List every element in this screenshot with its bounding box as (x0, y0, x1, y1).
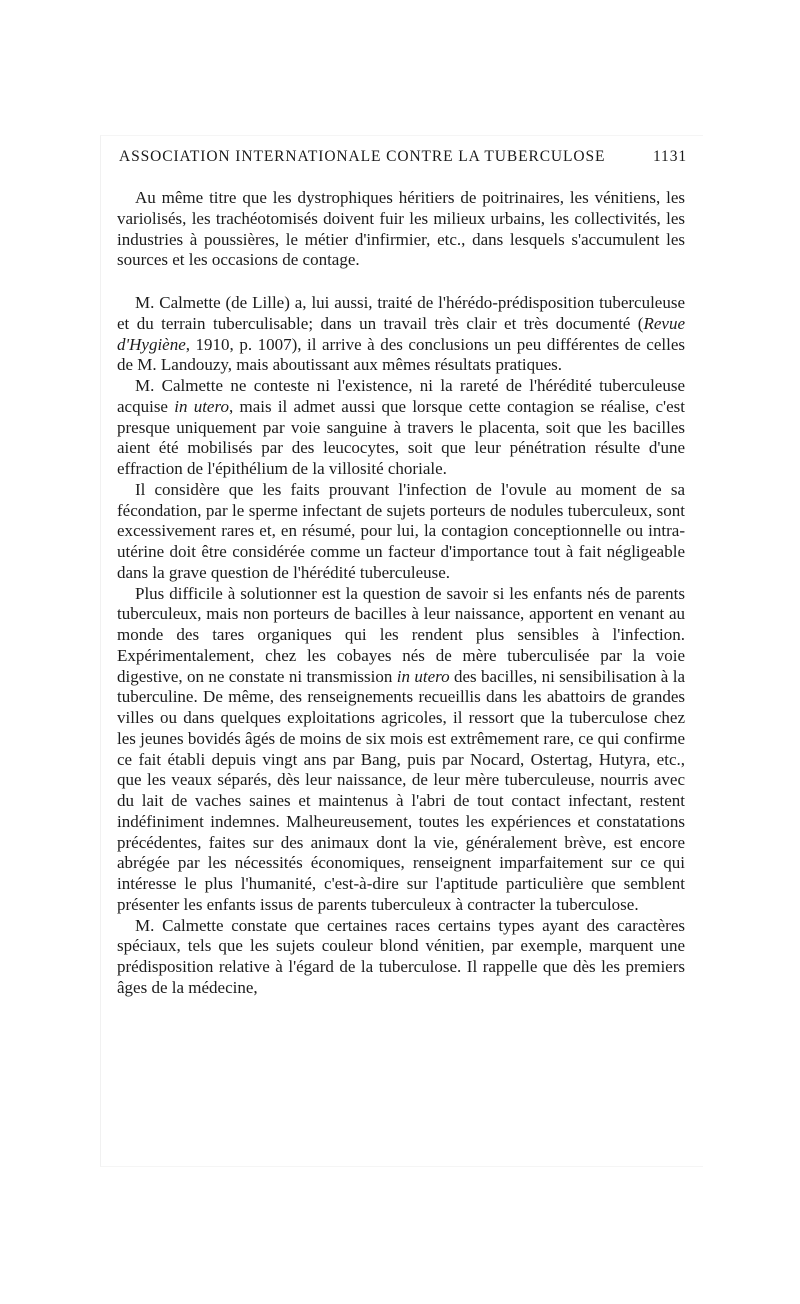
paragraph: Il considère que les faits prouvant l'infection de l'ovule au moment de sa fécondation, par le sperme infectant de sujets porteurs de nodules tuberculeux, sont excessivement rares et, en résumé, pour lui, la contagion conceptionnelle ou intra-utérine doit être considérée comme un facteur d'importance tout à fait négligeable dans la grave question de l'hérédité tuberculeuse. (117, 479, 685, 582)
italic-term: in utero (174, 396, 229, 416)
citation-title: Revue d'Hygiène (117, 313, 685, 354)
book-page (100, 135, 703, 1167)
paragraph: M. Calmette ne conteste ni l'existence, ni la rareté de l'hérédité tuberculeuse acquise in utero, mais il admet aussi que lorsque cette contagion se réalise, c'est presque uniquement par voie sanguine à travers le placenta, soit que les bacilles aient été mobilisés par des leucocytes, soit que leur pénétration résulte d'une effraction de l'épithélium de la villosité choriale. (117, 376, 685, 478)
paragraph: Au même titre que les dystrophiques héritiers de poitrinaires, les vénitiens, les variolisés, les trachéotomisés doivent fuir les milieux urbains, les collectivités, les industries à poussières, le métier d'infirmier, etc., dans lesquels s'accumulent les sources et les occasions de contage. (117, 188, 685, 270)
paragraph: M. Calmette (de Lille) a, lui aussi, traité de l'hérédo-prédisposition tuberculeuse et du terrain tuberculisable; dans un travail très clair et très documenté (Revue d'Hygiène, 1910, p. 1007), il arrive à des conclusions un peu différentes de celles de M. Landouzy, mais aboutissant aux mêmes résultats pratiques. (117, 293, 685, 375)
body-text (117, 188, 685, 999)
paragraph: Plus difficile à solutionner est la question de savoir si les enfants nés de parents tuberculeux, mais non porteurs de bacilles à leur naissance, apportent en venant au monde des tares organiques qui les rendent plus sensibles à l'infection. Expérimentalement, chez les cobayes nés de mère tuberculisée par la voie digestive, on ne constate ni transmission in utero des bacilles, ni sensibilisation à la tuberculine. De même, des renseignements recueillis dans les abattoirs de grandes villes ou dans quelques exploitations agricoles, il ressort que la tuberculose chez les jeunes bovidés âgés de moins de six mois est extrêmement rare, ce qui confirme ce fait établi depuis vingt ans par Bang, puis par Nocard, Ostertag, Hutyra, etc., que les veaux séparés, dès leur naissance, de leur mère tuberculeuse, nourris avec du lait de vaches saines et maintenus à l'abri de tout contact infectant, restent indéfiniment indemnes. Malheureusement, toutes les expériences et constatations précédentes, faites sur des animaux dont la vie, généralement brève, est encore abrégée par les nécessités économiques, renseignent imparfaitement sur ce qui intéresse le plus l'humanité, c'est-à-dire sur l'aptitude particulière que semblent présenter les enfants issus de parents tuberculeux à contracter la tuberculose. (117, 583, 685, 914)
running-header (119, 148, 687, 166)
italic-term: in utero (396, 666, 450, 686)
paragraph: M. Calmette constate que certaines races certains types ayant des caractères spéciaux, tels que les sujets couleur blond vénitien, par exemple, marquent une prédisposition relative à l'égard de la tuberculose. Il rappelle que dès les premiers âges de la médecine, (117, 915, 685, 997)
running-title: ASSOCIATION INTERNATIONALE CONTRE LA TUBERCULOSE (119, 148, 606, 165)
page-number: 1131 (652, 148, 687, 165)
